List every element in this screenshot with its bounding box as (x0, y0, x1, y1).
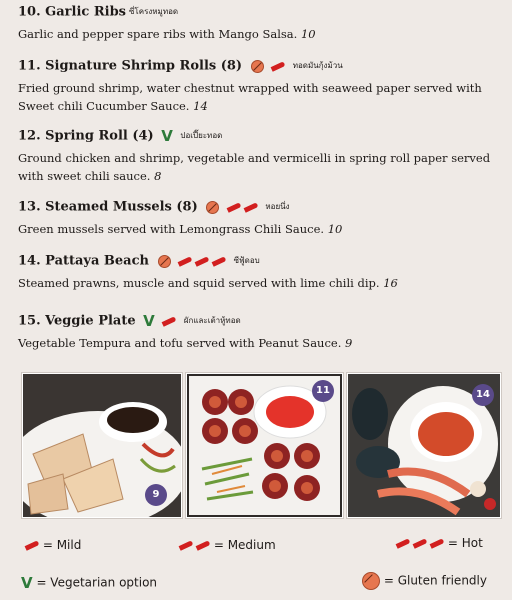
menu-item-spring-roll (18, 128, 498, 185)
photo-number-badge: 9 (145, 484, 167, 506)
item-description: Green mussels served with Lemongrass Chili Sauce. (18, 221, 325, 236)
item-description: Fried ground shrimp, water chestnut wrapped with seaweed paper served with Sweet chili Cucumber Sauce. (18, 80, 482, 113)
chili-icon (212, 256, 227, 266)
menu-item-garlic-ribs (18, 4, 498, 43)
item-title: 15. Veggie Plate (18, 313, 136, 329)
item-description: Ground chicken and shrimp, vegetable and vermicelli in spring roll paper served with sweet chili sauce. (18, 150, 491, 183)
chili-icon (430, 538, 445, 548)
item-price: 9 (345, 335, 353, 350)
vegetarian-icon: V (21, 574, 33, 592)
legend-gluten-label: = Gluten friendly (383, 573, 487, 588)
item-thai-name: ผักและเต้าหู้ทอด (183, 316, 241, 325)
item-thai-name: หอยนึ่ง (265, 202, 290, 211)
chili-icon (196, 540, 211, 550)
item-description: Vegetable Tempura and tofu served with Peanut Sauce. (18, 335, 342, 350)
food-photo-shrimp-rolls (186, 373, 343, 518)
item-title: 10. Garlic Ribs (18, 4, 126, 20)
item-thai-name: ปอเปี๊ยะทอด (180, 131, 223, 140)
item-title: 12. Spring Roll (4) (18, 128, 154, 144)
chili-icon (243, 202, 258, 212)
legend-mild (22, 538, 81, 552)
vegetarian-icon: V (161, 127, 173, 145)
photo-number-badge: 14 (472, 384, 494, 406)
legend-medium (176, 538, 276, 552)
legend-gluten (358, 572, 487, 590)
menu-item-shrimp-rolls (18, 58, 498, 115)
gluten-free-icon (251, 60, 264, 73)
chili-icon (179, 540, 194, 550)
legend-vegetarian (18, 574, 157, 592)
item-price: 10 (327, 221, 343, 236)
menu-item-steamed-mussels (18, 199, 498, 238)
legend-mild-label: = Mild (42, 538, 82, 552)
item-title: 14. Pattaya Beach (18, 253, 149, 269)
legend-medium-label: = Medium (213, 538, 276, 552)
chili-icon (226, 202, 241, 212)
legend-vegetarian-label: = Vegetarian option (36, 575, 158, 590)
photo-number-badge: 11 (312, 380, 334, 402)
menu-item-veggie-plate (18, 313, 498, 352)
item-thai-name: ซีฟู้ดอบ (233, 256, 260, 265)
food-photo-pattaya-beach (347, 373, 501, 518)
chili-icon (271, 61, 286, 71)
item-title: 13. Steamed Mussels (8) (18, 199, 198, 215)
legend-hot-label: = Hot (447, 536, 483, 550)
item-price: 14 (193, 98, 208, 113)
item-thai-name: ทอดมันกุ้งม้วน (292, 61, 343, 70)
item-title: 11. Signature Shrimp Rolls (8) (18, 58, 243, 74)
item-price: 8 (154, 168, 162, 183)
item-description: Steamed prawns, muscle and squid served with lime chili dip. (18, 275, 380, 290)
chili-icon (195, 256, 210, 266)
food-photo-veggie-plate (22, 373, 182, 518)
gluten-free-icon (362, 572, 380, 590)
gluten-free-icon (158, 255, 171, 268)
chili-icon (162, 316, 177, 326)
menu-item-pattaya-beach (18, 253, 498, 292)
gluten-free-icon (206, 201, 219, 214)
chili-icon (25, 540, 40, 550)
item-thai-name: ซี่โครงหมูทอด (129, 7, 179, 16)
item-description: Garlic and pepper spare ribs with Mango Salsa. (18, 26, 298, 41)
vegetarian-icon: V (143, 312, 155, 330)
chili-icon (396, 538, 411, 548)
chili-icon (413, 538, 428, 548)
item-price: 16 (383, 275, 398, 290)
item-price: 10 (300, 26, 316, 41)
chili-icon (178, 256, 193, 266)
legend-hot (393, 536, 483, 550)
